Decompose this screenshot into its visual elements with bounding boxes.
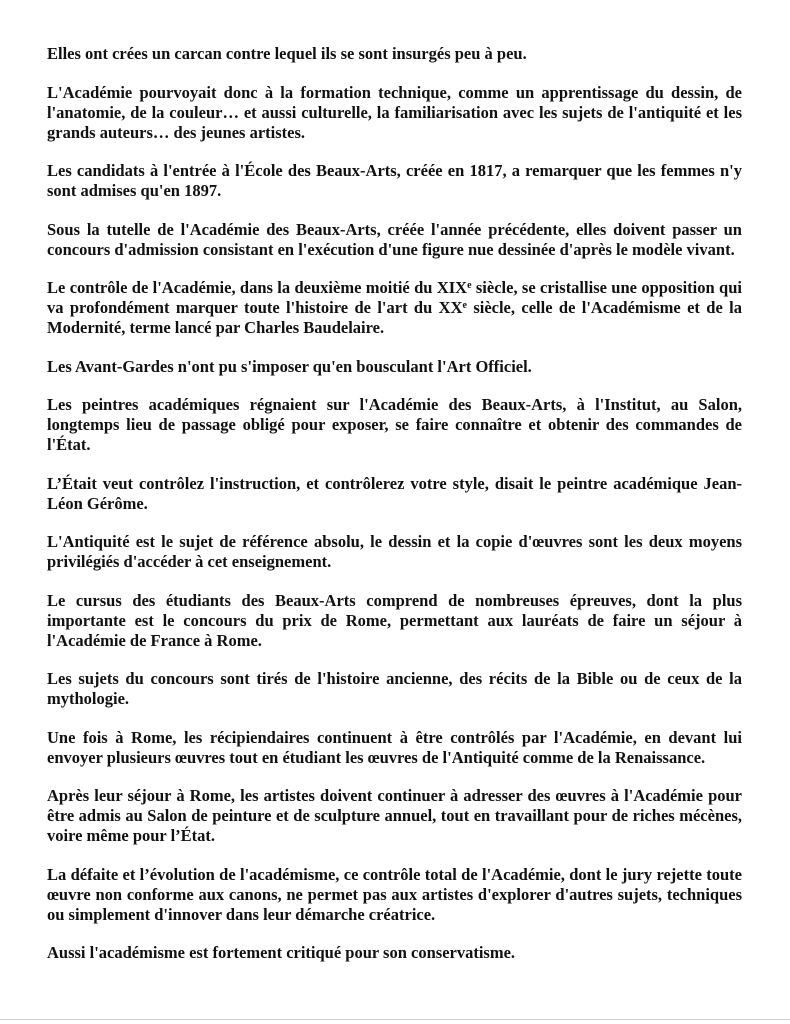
paragraph: Les candidats à l'entrée à l'École des Beaux-Arts, créée en 1817, a remarquer que les femmes n'y sont admises qu'en 1897. xyxy=(47,161,742,200)
paragraph xyxy=(47,278,742,338)
paragraph: Une fois à Rome, les récipiendaires continuent à être contrôlés par l'Académie, en devant lui envoyer plusieurs œuvres tout en étudiant les œuvres de l'Antiquité comme de la Renaissance. xyxy=(47,727,742,767)
paragraph: La défaite et l’évolution de l'académisme, ce contrôle total de l'Académie, dont le jury rejette toute œuvre non conforme aux canons, ne permet pas aux artistes d'explorer d'autres sujets, techniques ou simplement d'innover dans leur démarche créatrice. xyxy=(47,864,742,924)
paragraph: Les Avant-Gardes n'ont pu s'imposer qu'en bousculant l'Art Officiel. xyxy=(47,356,532,376)
paragraph: L'Antiquité est le sujet de référence absolu, le dessin et la copie d'œuvres sont les deux moyens privilégiés d'accéder à cet enseignement. xyxy=(47,532,742,571)
superscript: e xyxy=(462,300,467,311)
paragraph: Elles ont crées un carcan contre lequel ils se sont insurgés peu à peu. xyxy=(47,44,527,63)
paragraph: Le cursus des étudiants des Beaux-Arts comprend de nombreuses épreuves, dont la plus importante est le concours du prix de Rome, permettant aux lauréats de faire un séjour à l'Académie de France à Rome. xyxy=(47,590,742,650)
page-edge-divider xyxy=(0,1019,790,1020)
paragraph-text: Le contrôle de l'Académie, dans la deuxième moitié du XIX xyxy=(47,278,468,297)
paragraph: Les peintres académiques régnaient sur l'Académie des Beaux-Arts, à l'Institut, au Salon, longtemps lieu de passage obligé pour exposer, se faire connaître et obtenir des commandes de l'État. xyxy=(47,395,742,454)
paragraph: L'Académie pourvoyait donc à la formation technique, comme un apprentissage du dessin, de l'anatomie, de la couleur… et aussi culturelle, la familiarisation avec les sujets de l'antiquité et les grands auteurs… des jeunes artistes. xyxy=(47,82,742,142)
paragraph: Sous la tutelle de l'Académie des Beaux-Arts, créée l'année précédente, elles doivent passer un concours d'admission consistant en l'exécution d'une figure nue dessinée d'après le modèle vivant. xyxy=(47,219,742,259)
paragraph: Après leur séjour à Rome, les artistes doivent continuer à adresser des œuvres à l'Académie pour être admis au Salon de peinture et de sculpture annuel, tout en travaillant pour de riches mécènes, voire même pour l’État. xyxy=(47,786,742,845)
document-body xyxy=(47,44,742,982)
paragraph: L’Était veut contrôlez l'instruction, et contrôlerez votre style, disait le peintre académique Jean-Léon Gérôme. xyxy=(47,473,742,513)
paragraph-text: siècle, se cristallise une opposition qui va profondément marquer toute l'histoire de l'art du XX xyxy=(47,278,742,317)
superscript: e xyxy=(467,280,472,291)
paragraph: Les sujets du concours sont tirés de l'histoire ancienne, des récits de la Bible ou de ceux de la mythologie. xyxy=(47,669,742,708)
paragraph: Aussi l'académisme est fortement critiqué pour son conservatisme. xyxy=(47,943,516,962)
paragraph-text: siècle, celle de l'Académisme et de la Modernité, terme lancé par Charles Baudelaire. xyxy=(47,298,743,337)
